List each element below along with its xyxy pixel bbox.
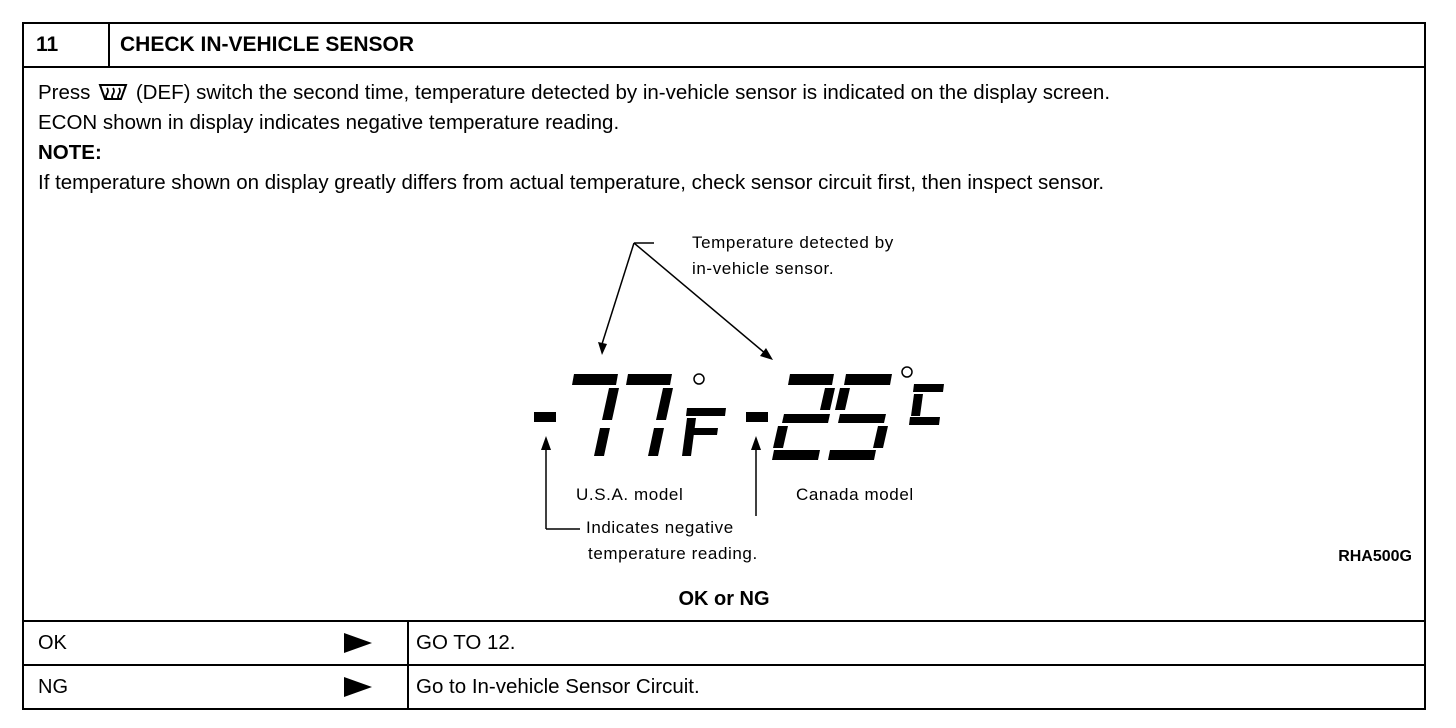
step-header (24, 24, 1424, 68)
usa-display (534, 374, 726, 456)
step-number: 11 (24, 24, 110, 66)
result-row-ok (24, 620, 1424, 664)
arrow-right-icon (344, 633, 372, 653)
result-action-ok: GO TO 12. (416, 631, 516, 654)
label-negative-line-1: Indicates negative (586, 518, 734, 537)
result-action-ng: Go to In-vehicle Sensor Circuit. (416, 675, 700, 698)
result-label-ok: OK (38, 632, 67, 654)
procedure-step-box (22, 22, 1426, 710)
note-text: If temperature shown on display greatly differs from actual temperature, check sensor circuit first, then inspect sensor. (38, 171, 1105, 194)
row-divider (407, 666, 409, 708)
label-usa-model: U.S.A. model (576, 485, 684, 504)
label-detected-line-1: Temperature detected by (692, 233, 894, 252)
step-title: CHECK IN-VEHICLE SENSOR (120, 33, 415, 56)
arrow-right-icon (344, 677, 372, 697)
label-detected-line-2: in-vehicle sensor. (692, 259, 835, 278)
row-divider (407, 622, 409, 664)
instruction-line-1-rest: (DEF) switch the second time, temperature detected by in-vehicle sensor is indicated on the display screen. (135, 81, 1111, 104)
label-negative-line-2: temperature reading. (588, 544, 758, 563)
figure-code: RHA500G (1338, 548, 1412, 565)
label-canada-model: Canada model (796, 485, 914, 504)
instruction-press-text: Press (38, 81, 91, 104)
note-label: NOTE: (38, 141, 102, 164)
rear-defroster-icon (98, 81, 128, 101)
instruction-line-1 (38, 78, 1110, 108)
instruction-text (38, 78, 1110, 198)
instruction-line-2: ECON shown in display indicates negative temperature reading. (38, 111, 620, 134)
canada-display (746, 367, 944, 460)
result-label-ng: NG (38, 676, 68, 698)
ok-or-ng-title: OK or NG (678, 588, 770, 610)
result-row-ng (24, 664, 1424, 708)
display-figure (494, 204, 964, 574)
